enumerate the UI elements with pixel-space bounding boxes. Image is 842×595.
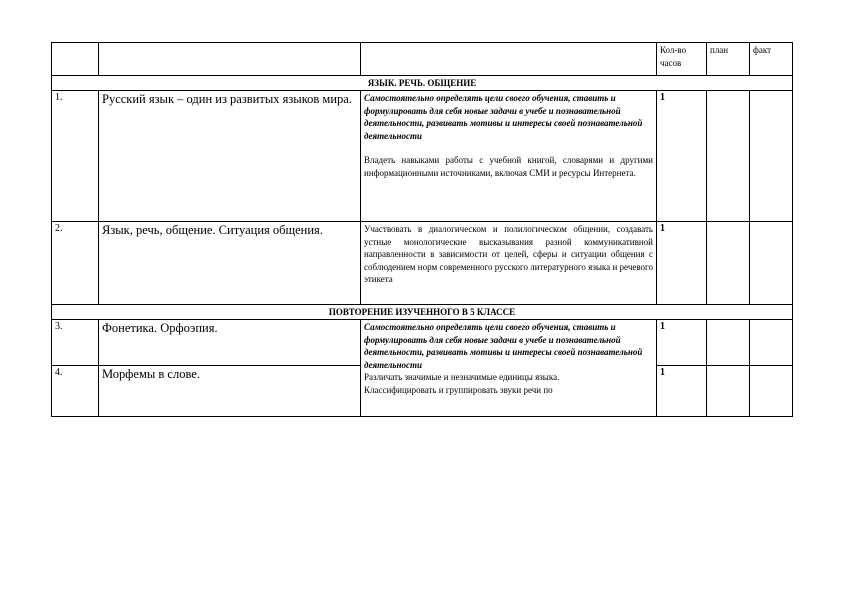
table-row	[52, 91, 793, 222]
lesson-number: 2.	[52, 222, 99, 305]
header-cell-hours: Кол-во часов	[657, 43, 707, 76]
lesson-number: 4.	[52, 366, 99, 417]
lesson-activity	[361, 320, 657, 417]
activity-skills-text: Участвовать в диалогическом и полилогическом общении, создавать устные монологические высказывания разной коммуникативной направленности в зависимости от целей, сферы и ситуации общения с соблюдением норм современного русского литературного языка и речевого этикета	[364, 224, 653, 284]
lesson-topic: Морфемы в слове.	[99, 366, 361, 417]
table-row	[52, 320, 793, 366]
lesson-activity	[361, 222, 657, 305]
activity-skills-text: Различать значимые и незначимые единицы языка.	[364, 372, 560, 382]
table-row	[52, 222, 793, 305]
activity-skills-text: Классифицировать и группировать звуки речи по	[364, 384, 553, 395]
activity-skills-text: Владеть навыками работы с учебной книгой, словарями и другими информационными источниками, включая СМИ и ресурсы Интернета.	[364, 155, 653, 178]
header-row	[52, 43, 793, 76]
section-title: ЯЗЫК. РЕЧЬ. ОБЩЕНИЕ	[52, 76, 793, 91]
activity-goals-text: Самостоятельно определять цели своего обучения, ставить и формулировать для себя новые задачи в учебе и познавательной деятельности, развивать мотивы и интересы своей познавательной деятельности	[364, 322, 643, 370]
lesson-topic: Русский язык – один из развитых языков мира.	[99, 91, 361, 222]
lesson-hours: 1	[657, 222, 707, 305]
lesson-hours: 1	[657, 91, 707, 222]
section-title: ПОВТОРЕНИЕ ИЗУЧЕННОГО В 5 КЛАССЕ	[52, 305, 793, 320]
lesson-topic: Фонетика. Орфоэпия.	[99, 320, 361, 366]
lesson-plan-date	[707, 320, 750, 366]
lesson-fact-date	[750, 366, 793, 417]
activity-goals-text: Самостоятельно определять цели своего обучения, ставить и формулировать для себя новые задачи в учебе и познавательной деятельности, развивать мотивы и интересы своей познавательной деятельности	[364, 93, 643, 141]
header-cell-number	[52, 43, 99, 76]
lesson-activity	[361, 91, 657, 222]
header-cell-plan: план	[707, 43, 750, 76]
lesson-topic: Язык, речь, общение. Ситуация общения.	[99, 222, 361, 305]
lesson-plan-table	[51, 42, 793, 417]
section-row	[52, 305, 793, 320]
section-row	[52, 76, 793, 91]
header-cell-activity	[361, 43, 657, 76]
lesson-plan-date	[707, 222, 750, 305]
lesson-fact-date	[750, 91, 793, 222]
lesson-fact-date	[750, 320, 793, 366]
lesson-number: 3.	[52, 320, 99, 366]
lesson-fact-date	[750, 222, 793, 305]
lesson-hours: 1	[657, 366, 707, 417]
lesson-number: 1.	[52, 91, 99, 222]
lesson-plan-date	[707, 366, 750, 417]
header-cell-topic	[99, 43, 361, 76]
lesson-hours: 1	[657, 320, 707, 366]
lesson-plan-date	[707, 91, 750, 222]
header-cell-fact: факт	[750, 43, 793, 76]
